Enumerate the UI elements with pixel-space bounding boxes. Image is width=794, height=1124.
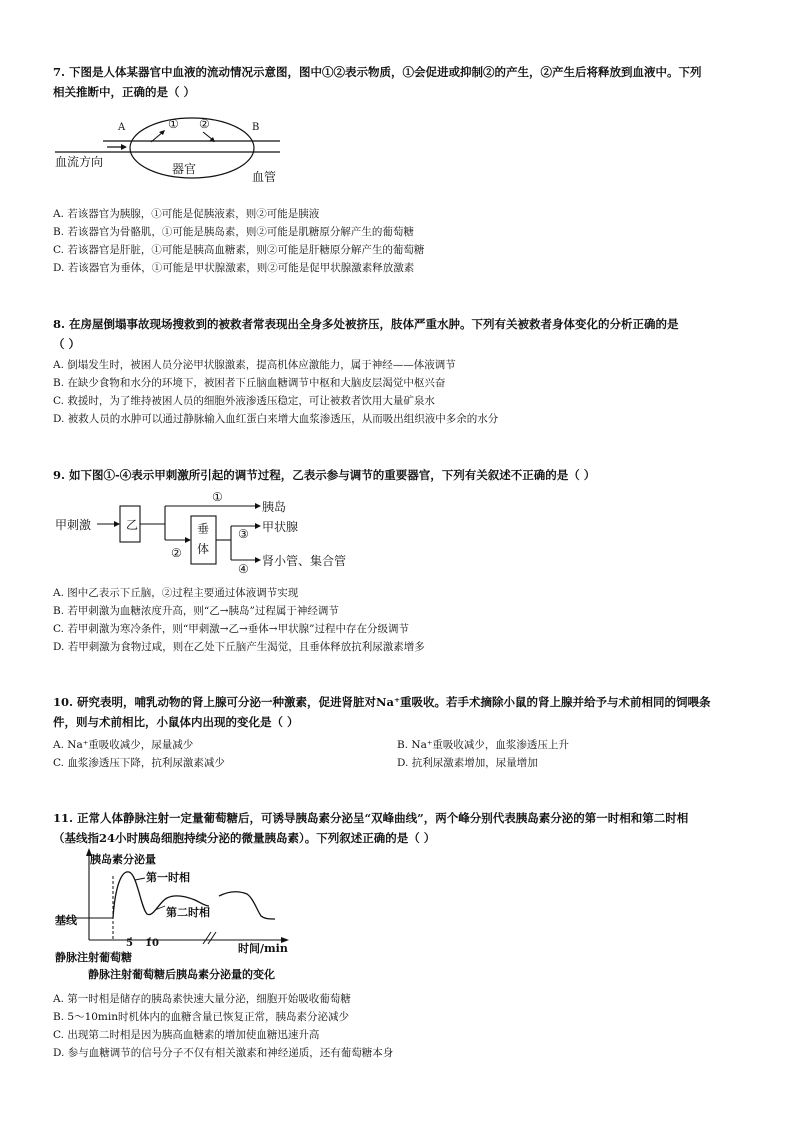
q11-baseline-label: 基线 bbox=[55, 914, 77, 927]
q7-flow-label: 血流方向 bbox=[55, 155, 104, 169]
q11-phase1-label: 第一时相 bbox=[146, 871, 190, 884]
q10-title-line1: 10. 研究表明，哺乳动物的肾上腺可分泌一种激素，促进肾脏对Na⁺重吸收。若手术摘除小鼠的肾上腺并给予与术前相同的饲喂条 bbox=[53, 695, 711, 709]
q7-option-c: C. 若该器官是肝脏，①可能是胰高血糖素，则②可能是肝糖原分解产生的葡萄糖 bbox=[53, 244, 425, 256]
q11-tick-10: 10 bbox=[145, 938, 159, 949]
q10-title-line2: 件，则与术前相比，小鼠体内出现的变化是（ ） bbox=[53, 715, 299, 729]
q7-circle-1: ① bbox=[168, 117, 179, 131]
q9-option-d: D. 若甲刺激为食物过咸，则在乙处下丘脑产生渴觉，且垂体释放抗利尿激素增多 bbox=[53, 641, 425, 653]
q9-thyroid-label: 甲状腺 bbox=[262, 520, 299, 534]
q7-label-a: A bbox=[118, 122, 126, 133]
q9-ti-label: 体 bbox=[197, 542, 210, 556]
q11-ylabel: 胰岛素分泌量 bbox=[90, 853, 156, 866]
q8-option-a: A. 倒塌发生时，被困人员分泌甲状腺激素，提高机体应激能力，属于神经——体液调节 bbox=[53, 359, 456, 371]
q9-stimulus-label: 甲刺激 bbox=[55, 518, 92, 532]
q9-num-1: ① bbox=[212, 490, 223, 504]
q9-option-c: C. 若甲刺激为寒冷条件，则“甲刺激→乙→垂体→甲状腺”过程中存在分级调节 bbox=[53, 623, 409, 635]
q11-option-c: C. 出现第二时相是因为胰高血糖素的增加使血糖迅速升高 bbox=[53, 1029, 320, 1041]
q9-kidney-label: 肾小管、集合管 bbox=[262, 554, 347, 568]
q10-option-c: C. 血浆渗透压下降，抗利尿激素减少 bbox=[53, 757, 225, 769]
q10-option-b: B. Na⁺重吸收减少，血浆渗透压上升 bbox=[397, 739, 569, 751]
q11-inject-label: 静脉注射葡萄糖 bbox=[55, 951, 132, 964]
q9-yi-label: 乙 bbox=[126, 518, 139, 532]
q9-option-b: B. 若甲刺激为血糖浓度升高，则“乙→胰岛”过程属于神经调节 bbox=[53, 605, 339, 617]
q9-title: 9. 如下图①-④表示甲刺激所引起的调节过程，乙表示参与调节的重要器官，下列有关叙述不正确的是（ ） bbox=[53, 468, 596, 482]
q11-option-a: A. 第一时相是储存的胰岛素快速大量分泌，细胞开始吸收葡萄糖 bbox=[53, 993, 351, 1005]
q9-chui-label: 垂 bbox=[197, 522, 210, 536]
q7-option-a: A. 若该器官为胰腺，①可能是促胰液素，则②可能是胰液 bbox=[53, 208, 320, 220]
q11-xlabel: 时间/min bbox=[238, 942, 288, 955]
q11-title-line2: （基线指24小时胰岛细胞持续分泌的微量胰岛素）。下列叙述正确的是（ ） bbox=[53, 831, 436, 845]
q10-option-a: A. Na⁺重吸收减少，尿量减少 bbox=[53, 739, 194, 751]
q7-label-b: B bbox=[252, 122, 260, 133]
q7-title-line1: 7. 下图是人体某器官中血液的流动情况示意图，图中①②表示物质，①会促进或抑制②的产生，②产生后将释放到血液中。下列 bbox=[53, 65, 702, 79]
q7-organ-label: 器官 bbox=[172, 162, 197, 176]
q7-vessel-label: 血管 bbox=[252, 170, 277, 184]
q8-option-c: C. 救援时，为了维持被困人员的细胞外液渗透压稳定，可让被救者饮用大量矿泉水 bbox=[53, 395, 435, 407]
q8-option-d: D. 被救人员的水肿可以通过静脉输入血红蛋白来增大血浆渗透压，从而吸出组织液中多余的水分 bbox=[53, 413, 499, 425]
q11-title-line1: 11. 正常人体静脉注射一定量葡萄糖后，可诱导胰岛素分泌呈“双峰曲线”，两个峰分别代表胰岛素分泌的第一时相和第二时相 bbox=[53, 811, 689, 825]
q7-option-d: D. 若该器官为垂体，①可能是甲状腺激素，则②可能是促甲状腺激素释放激素 bbox=[53, 262, 415, 274]
q11-option-b: B. 5～10min时机体内的血糖含量已恢复正常，胰岛素分泌减少 bbox=[53, 1011, 350, 1023]
q11-chart-caption: 静脉注射葡萄糖后胰岛素分泌量的变化 bbox=[88, 968, 275, 981]
q7-title-line2: 相关推断中，正确的是（ ） bbox=[53, 85, 196, 99]
q11-tick-5: 5 bbox=[126, 938, 133, 949]
q8-option-b: B. 在缺少食物和水分的环境下，被困者下丘脑血糖调节中枢和大脑皮层渴觉中枢兴奋 bbox=[53, 377, 446, 389]
q9-num-2: ② bbox=[171, 546, 182, 560]
q7-option-b: B. 若该器官为骨骼肌，①可能是胰岛素，则②可能是肌糖原分解产生的葡萄糖 bbox=[53, 226, 414, 238]
q9-pancreas-label: 胰岛 bbox=[262, 500, 287, 514]
q10-option-d: D. 抗利尿激素增加，尿量增加 bbox=[397, 757, 538, 769]
q9-num-3: ③ bbox=[238, 527, 249, 541]
q11-option-d: D. 参与血糖调节的信号分子不仅有相关激素和神经递质，还有葡萄糖本身 bbox=[53, 1047, 394, 1059]
q9-num-4: ④ bbox=[238, 562, 249, 576]
q9-option-a: A. 图中乙表示下丘脑，②过程主要通过体液调节实现 bbox=[53, 587, 299, 599]
q7-circle-2: ② bbox=[199, 117, 210, 131]
q8-title-line1: 8. 在房屋倒塌事故现场搜救到的被救者常表现出全身多处被挤压，肢体严重水肿。下列有关被救者身体变化的分析正确的是 bbox=[53, 317, 679, 331]
q11-phase2-label: 第二时相 bbox=[166, 906, 210, 919]
q8-title-line2: （ ） bbox=[53, 337, 81, 351]
